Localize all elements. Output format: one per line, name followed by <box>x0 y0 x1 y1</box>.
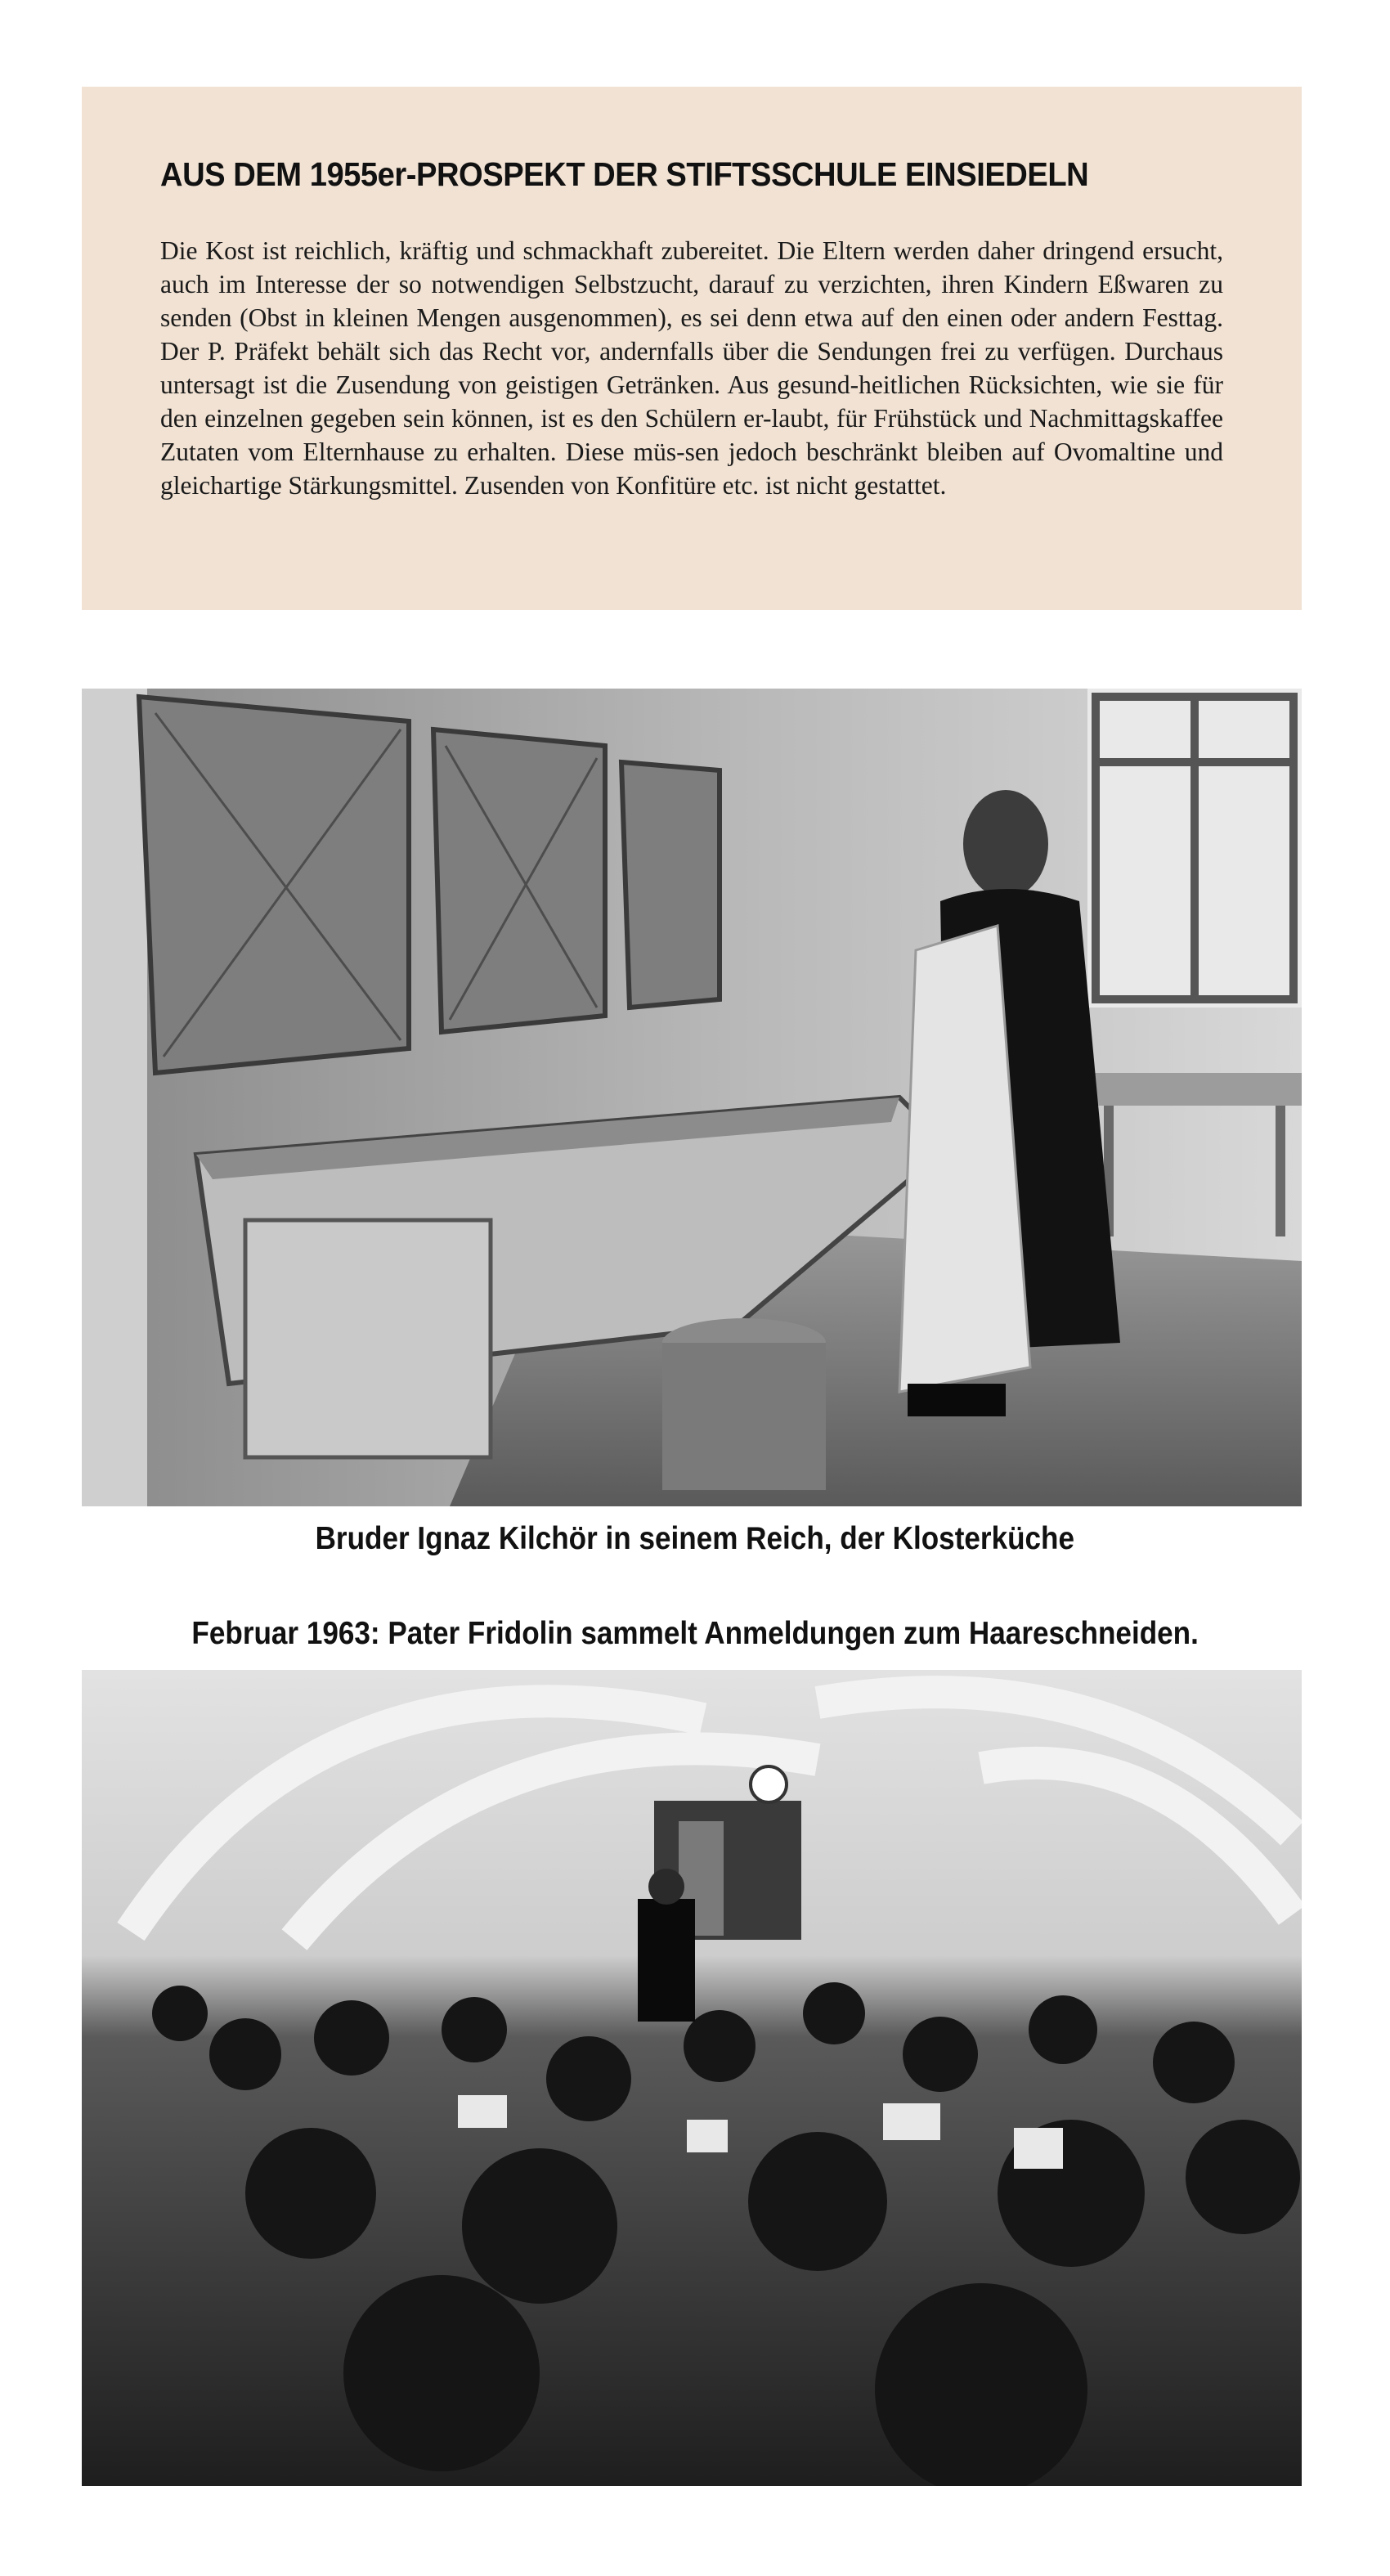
kitchen-caption <box>0 1521 1390 1557</box>
prospectus-text: Die Kost ist reichlich, kräftig und schmackhaft zubereitet. Die Eltern werden daher dringend ersucht, auch im Interesse der so notwendigen Selbstzucht, darauf zu verzichten, ihren Kindern Eßwaren zu senden (Obst in kleinen Mengen ausgenommen), es sei denn etwa auf den einen oder andern Festtag. Der P. Präfekt behält sich das Recht vor, andernfalls über die Sendungen frei zu verfügen. Durchaus untersagt ist die Zusendung von geistigen Getränken. Aus gesund-heitlichen Rücksichten, wie sie für den einzelnen gegeben sein können, ist es den Schülern er-laubt, für Frühstück und Nachmittagskaffee Zutaten vom Elternhause zu erhalten. Diese müs-sen jedoch beschränkt bleiben auf Ovomaltine und gleichartige Stärkungsmittel. Zusenden von Konfitüre etc. ist nicht gestattet. <box>160 236 1223 500</box>
kitchen-caption-text: Bruder Ignaz Kilchör in seinem Reich, der Klosterküche <box>315 1521 1075 1556</box>
refectory-photo <box>82 1670 1302 2486</box>
prospectus-title: AUS DEM 1955er-PROSPEKT DER STIFTSSCHULE EINSIEDELN <box>160 155 1089 193</box>
refectory-caption <box>0 1616 1390 1652</box>
prospectus-box <box>82 87 1302 610</box>
refectory-caption-text: Februar 1963: Pater Fridolin sammelt Anmeldungen zum Haareschneiden. <box>191 1616 1199 1651</box>
kitchen-photo <box>82 689 1302 1506</box>
